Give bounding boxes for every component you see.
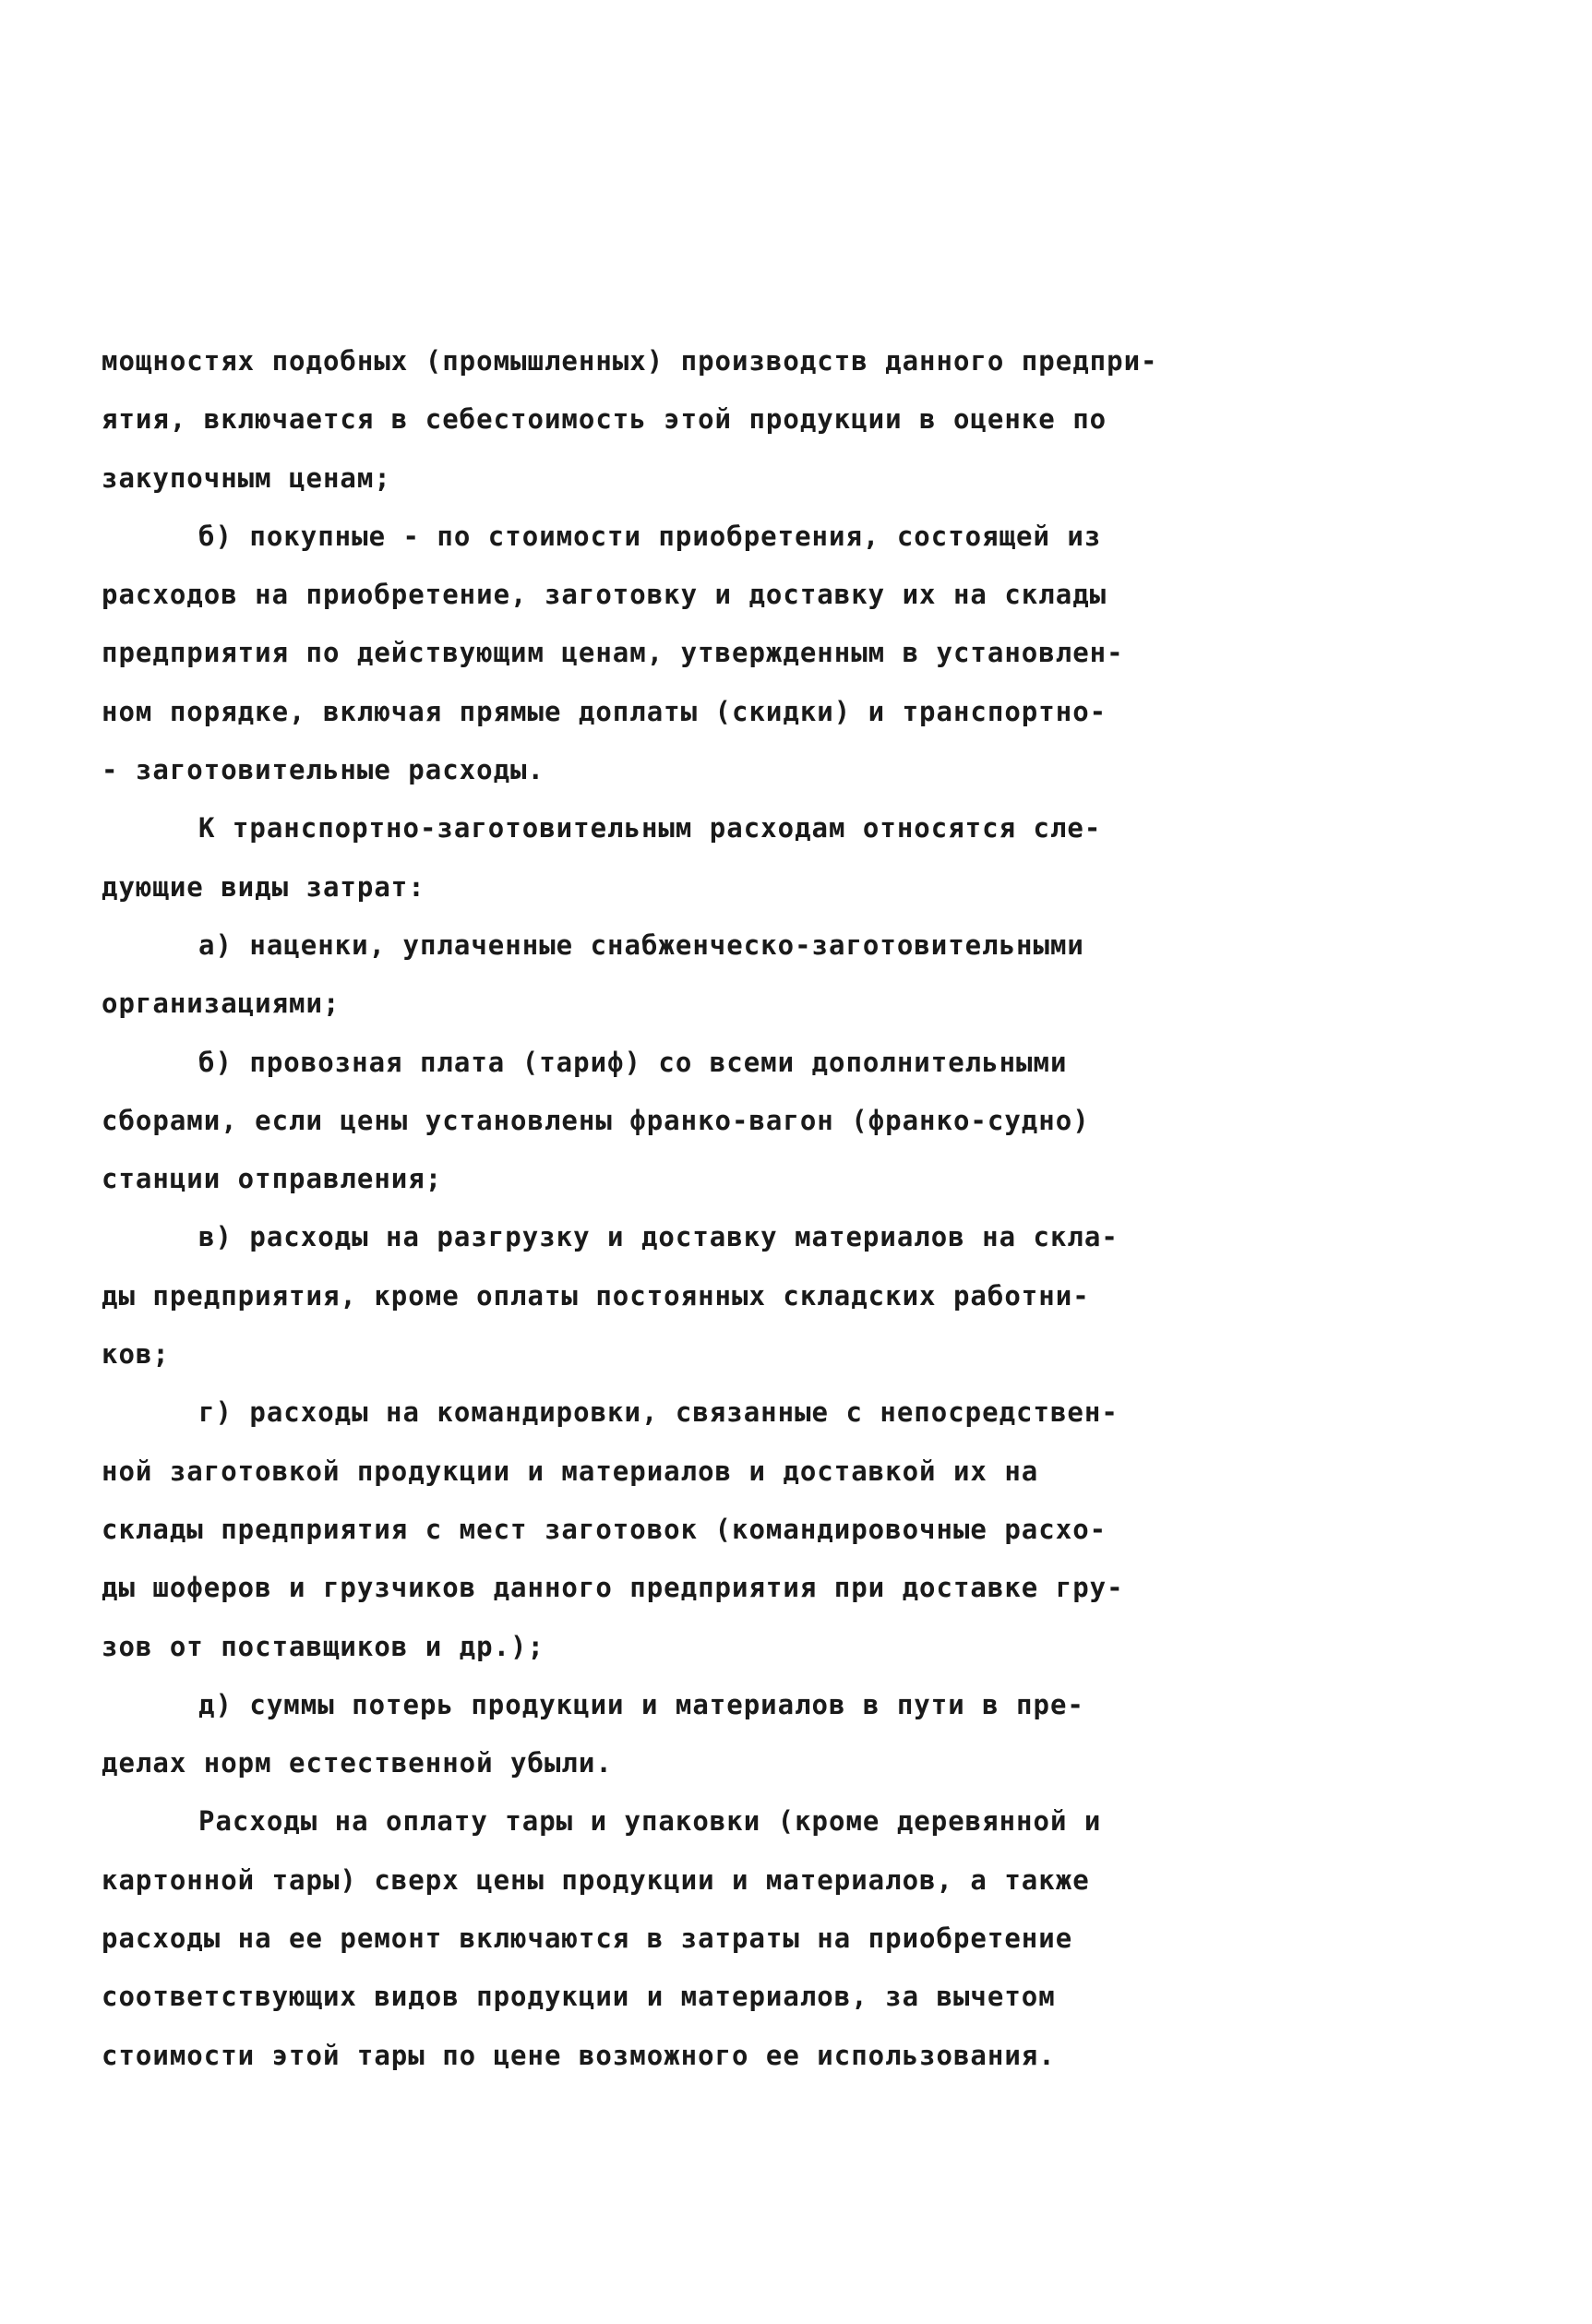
text-line: ной заготовкой продукции и материалов и доставкой их на	[102, 1455, 1039, 1487]
text-line: ном порядке, включая прямые доплаты (скидки) и транспортно-	[102, 695, 1107, 727]
text-line: К транспортно-заготовительным расходам относятся сле-	[198, 812, 1102, 845]
text-line: склады предприятия с мест заготовок (командировочные расхо-	[102, 1513, 1107, 1545]
text-line: г) расходы на командировки, связанные с непосредствен-	[198, 1396, 1119, 1429]
text-line: сборами, если цены установлены франко-вагон (франко-судно)	[102, 1104, 1090, 1136]
text-line: организациями;	[102, 988, 341, 1020]
text-line: в) расходы на разгрузку и доставку материалов на скла-	[198, 1221, 1119, 1253]
text-line: ды предприятия, кроме оплаты постоянных складских работни-	[102, 1279, 1090, 1312]
text-line: картонной тары) сверх цены продукции и материалов, а также	[102, 1863, 1090, 1896]
text-line: д) суммы потерь продукции и материалов в пути в пре-	[198, 1688, 1084, 1720]
text-line: соответствующих видов продукции и материалов, за вычетом	[102, 1981, 1056, 2013]
text-line: а) наценки, уплаченные снабженческо-заготовительными	[198, 928, 1084, 961]
text-line: ков;	[102, 1338, 170, 1371]
text-line: расходы на ее ремонт включаются в затраты на приобретение	[102, 1923, 1073, 1955]
text-line: предприятия по действующим ценам, утвержденным в установлен-	[102, 637, 1124, 669]
text-line: зов от поставщиков и др.);	[102, 1630, 545, 1662]
text-line: делах норм естественной убыли.	[102, 1747, 613, 1779]
text-line: ды шоферов и грузчиков данного предприятия при доставке гру-	[102, 1572, 1124, 1604]
document-body	[102, 332, 1283, 2085]
text-line: б) покупные - по стоимости приобретения, состоящей из	[198, 520, 1102, 552]
text-line: стоимости этой тары по цене возможного ее использования.	[102, 2039, 1056, 2071]
text-line: расходов на приобретение, заготовку и доставку их на склады	[102, 579, 1107, 611]
text-line: Расходы на оплату тары и упаковки (кроме деревянной и	[198, 1805, 1102, 1838]
text-line: - заготовительные расходы.	[102, 754, 545, 786]
text-line: ятия, включается в себестоимость этой продукции в оценке по	[102, 403, 1107, 436]
text-line: б) провозная плата (тариф) со всеми дополнительными	[198, 1046, 1068, 1078]
text-line: дующие виды затрат:	[102, 870, 425, 903]
text-line: станции отправления;	[102, 1163, 443, 1195]
text-line: закупочным ценам;	[102, 461, 391, 494]
text-line: мощностях подобных (промышленных) производств данного предпри-	[102, 345, 1158, 377]
